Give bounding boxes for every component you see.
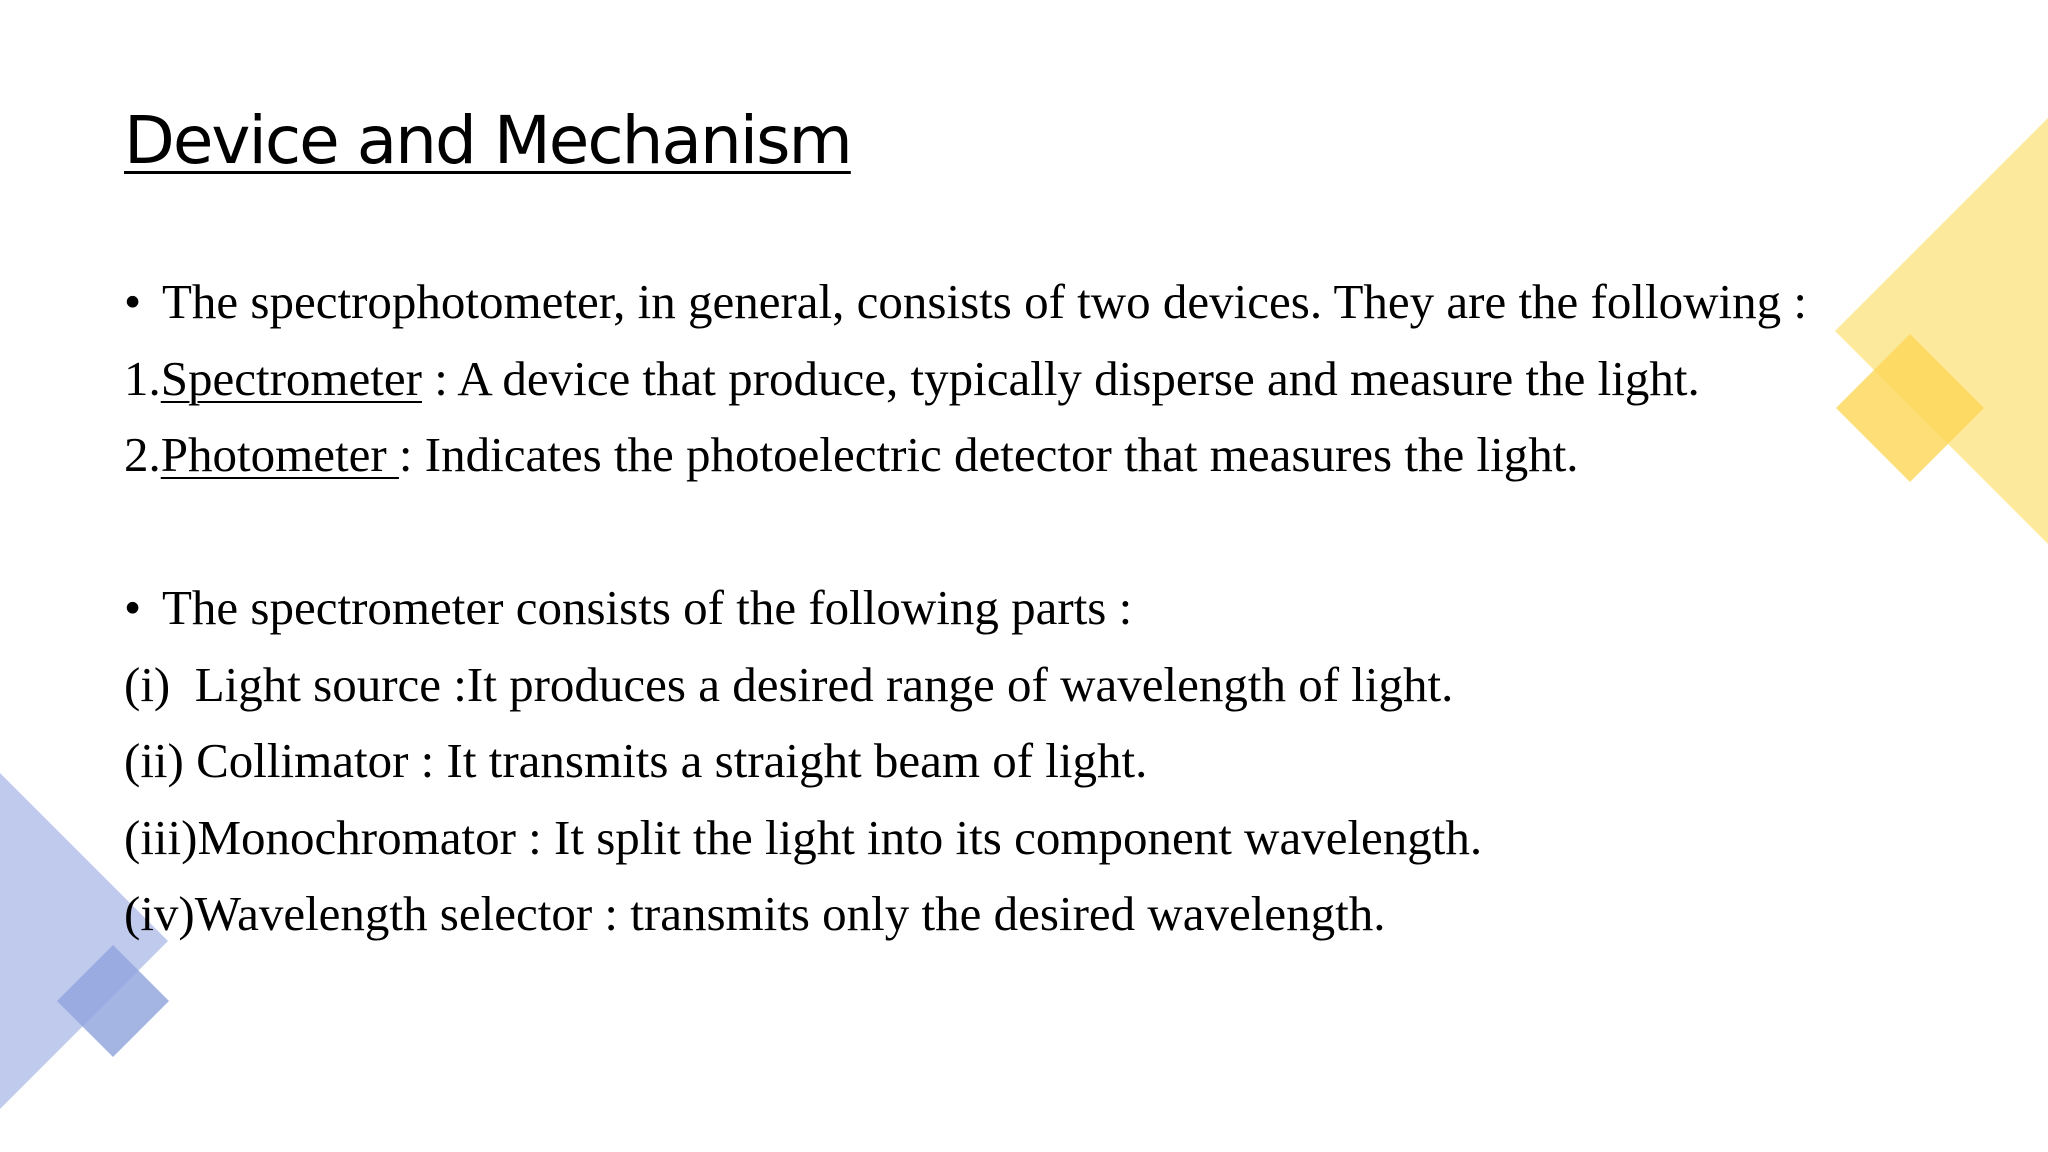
bullet-dot: •: [124, 274, 142, 329]
slide-body: [124, 264, 1924, 953]
part-item-light-source: (i) Light source :It produces a desired range of wavelength of light.: [124, 656, 1454, 712]
bullet-dot: •: [124, 580, 142, 635]
part-item-wavelength-selector: (iv)Wavelength selector : transmits only the desired wavelength.: [124, 886, 1386, 941]
slide-title: Device and Mechanism: [124, 102, 851, 179]
device-item-photometer: [124, 417, 1924, 494]
parts-intro-text: The spectrometer consists of the following parts :: [162, 580, 1133, 635]
device-number: 1.: [124, 350, 161, 406]
device-description: : A device that produce, typically disperse and measure the light.: [421, 350, 1700, 406]
intro-bullet-item: [124, 264, 1924, 341]
device-term: Spectrometer: [160, 350, 422, 406]
part-item-collimator: (ii) Collimator : It transmits a straight beam of light.: [124, 733, 1148, 788]
spacer: [124, 494, 1924, 571]
device-description: : Indicates the photoelectric detector that measures the light.: [398, 427, 1579, 482]
device-item-spectrometer: [124, 341, 1924, 418]
intro-text: The spectrophotometer, in general, consists of two devices. They are the following :: [162, 274, 1807, 329]
device-number: 2.: [124, 427, 161, 482]
device-term: Photometer: [160, 427, 399, 482]
part-item-monochromator: (iii)Monochromator : It split the light into its component wavelength.: [124, 809, 1483, 865]
parts-intro-bullet-item: [124, 570, 1924, 647]
